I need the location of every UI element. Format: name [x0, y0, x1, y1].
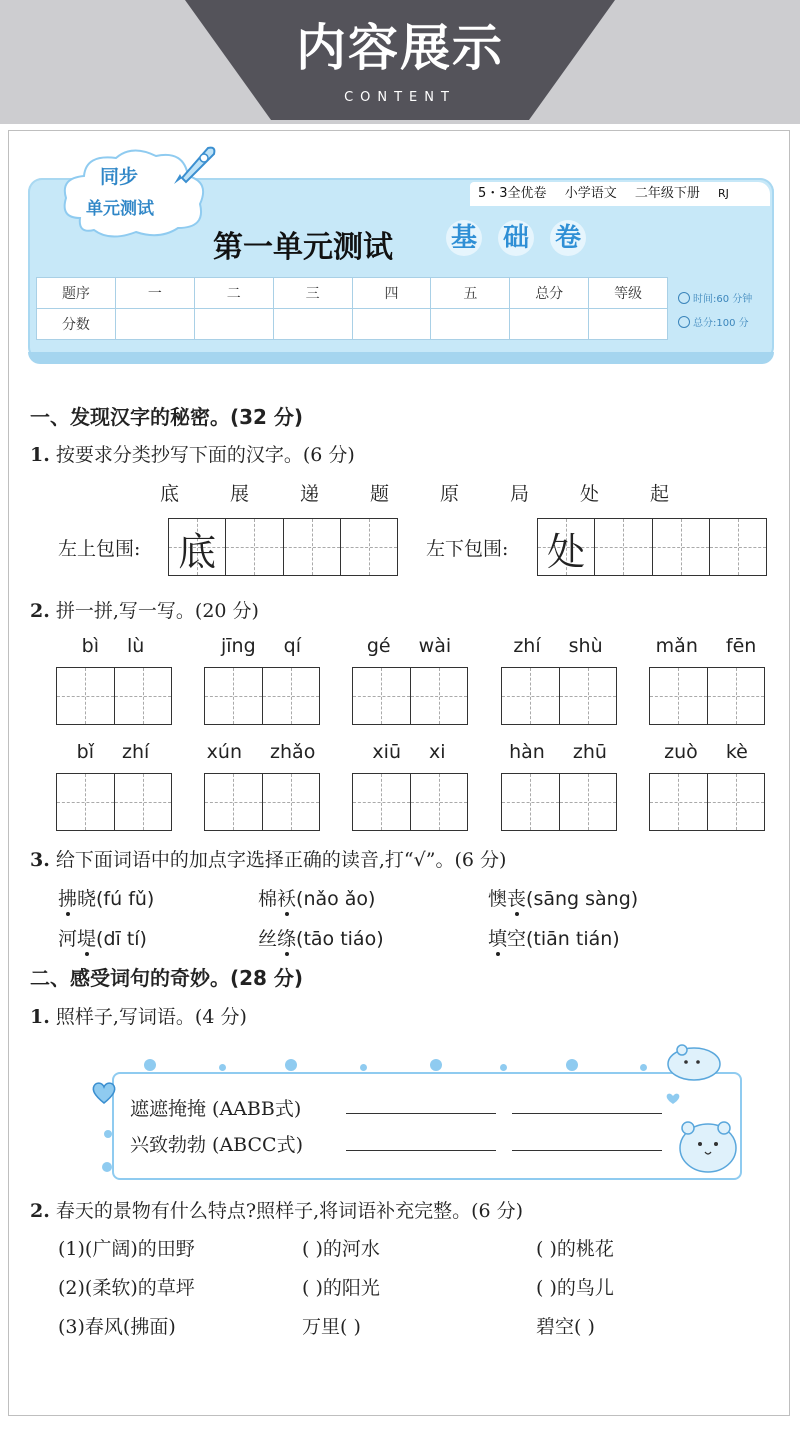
- example-char: 底: [178, 530, 217, 574]
- score-col-4: 四: [352, 278, 431, 309]
- unit-title: 第一单元测试: [213, 230, 393, 265]
- q1-3: [30, 845, 506, 872]
- answer-line[interactable]: [346, 1150, 496, 1151]
- decor-dot: [360, 1064, 367, 1071]
- q1-1: [30, 440, 355, 467]
- series-name: 5・3全优卷: [478, 186, 547, 201]
- score-cell[interactable]: [352, 309, 431, 340]
- decor-dot: [566, 1059, 578, 1071]
- char-item: 递: [300, 483, 320, 505]
- q1-2: [30, 596, 259, 623]
- badge-char-2: 础: [498, 220, 534, 256]
- score-col-5: 五: [431, 278, 510, 309]
- badge-char-3: 卷: [550, 220, 586, 256]
- clock-icon: [678, 292, 690, 304]
- char-item: 起: [650, 483, 670, 505]
- writing-grid[interactable]: [56, 667, 172, 725]
- pinyin-label: zuò kè: [664, 741, 748, 763]
- q-text: 给下面词语中的加点字选择正确的读音,打“√”。(6 分): [55, 849, 507, 871]
- pinyin-label: jīng qí: [220, 635, 302, 657]
- score-header-row: [37, 278, 668, 309]
- phrase-blank[interactable]: ( )的鸟儿: [536, 1277, 614, 1299]
- score-col-total: 总分: [510, 278, 589, 309]
- q-number: 2.: [30, 600, 50, 622]
- right-enclosure-label: 左下包围:: [426, 538, 509, 560]
- phrase-blank[interactable]: ( )的阳光: [302, 1277, 380, 1299]
- example-abcc: 兴致勃勃 (ABCC式): [130, 1134, 303, 1156]
- pinyin-label: mǎn fēn: [655, 635, 757, 657]
- q2-1: [30, 1002, 247, 1029]
- phrase-example: (1)(广阔)的田野: [58, 1238, 195, 1260]
- writing-grid[interactable]: [204, 667, 320, 725]
- score-cell[interactable]: [431, 309, 510, 340]
- dotted-char: 填: [488, 928, 508, 950]
- score-value-row: [37, 309, 668, 340]
- phrase-example: (2)(柔软)的草坪: [58, 1277, 195, 1299]
- hamster-icon: [662, 1036, 724, 1082]
- q2-2: [30, 1196, 523, 1223]
- dotted-char: 绦: [277, 928, 297, 950]
- pinyin-label: bǐ zhí: [76, 741, 150, 763]
- writing-grid[interactable]: [649, 667, 765, 725]
- total-score-text: 总分:100 分: [693, 318, 749, 329]
- left-enclosure-writing-grid[interactable]: [168, 518, 398, 576]
- reading-choice[interactable]: 河堤(dī tí): [58, 928, 147, 950]
- edition: RJ: [718, 187, 729, 200]
- pinyin-label: gé wài: [366, 635, 452, 657]
- q-number: 1.: [30, 444, 50, 466]
- phrase-example: (3)春风(拂面): [58, 1316, 176, 1338]
- q-text: 拼一拼,写一写。(20 分): [55, 600, 259, 622]
- phrase-blank[interactable]: ( )的河水: [302, 1238, 380, 1260]
- score-col-label: 题序: [37, 278, 116, 309]
- decor-dot: [219, 1064, 226, 1071]
- right-enclosure-writing-grid[interactable]: [537, 518, 767, 576]
- phrase-blank[interactable]: ( )的桃花: [536, 1238, 614, 1260]
- char-list: [160, 479, 690, 506]
- decor-dot: [640, 1064, 647, 1071]
- example-aabb: 遮遮掩掩 (AABB式): [130, 1098, 302, 1120]
- banner-title: 内容展示: [296, 19, 504, 77]
- writing-grid[interactable]: [204, 773, 320, 831]
- answer-line[interactable]: [512, 1150, 662, 1151]
- score-col-2: 二: [194, 278, 273, 309]
- hamster-icon: [672, 1108, 744, 1174]
- q-text: 照样子,写词语。(4 分): [55, 1006, 247, 1028]
- answer-line[interactable]: [512, 1113, 662, 1114]
- q-text: 按要求分类抄写下面的汉字。(6 分): [55, 444, 355, 466]
- pinyin-label: xiū xi: [372, 741, 446, 763]
- pinyin-label: xún zhǎo: [206, 741, 316, 763]
- time-limit: [678, 290, 752, 305]
- char-item: 展: [230, 483, 250, 505]
- example-char: 处: [547, 530, 586, 574]
- total-score: [678, 314, 749, 329]
- q-number: 2.: [30, 1200, 50, 1222]
- char-item: 原: [440, 483, 460, 505]
- char-item: 题: [370, 483, 390, 505]
- pinyin-label: hàn zhū: [509, 741, 607, 763]
- writing-grid[interactable]: [649, 773, 765, 831]
- pinyin-label: bì lù: [81, 635, 145, 657]
- decor-dot: [285, 1059, 297, 1071]
- rocket-icon: [168, 140, 220, 192]
- answer-line[interactable]: [346, 1113, 496, 1114]
- score-col-grade: 等级: [589, 278, 668, 309]
- decor-dot: [144, 1059, 156, 1071]
- example-box: [112, 1072, 742, 1180]
- writing-grid[interactable]: [501, 667, 617, 725]
- left-enclosure-label: 左上包围:: [58, 538, 141, 560]
- reading-choice[interactable]: 填空(tiān tián): [488, 928, 620, 950]
- dotted-char: 丧: [507, 888, 527, 910]
- decor-dot: [500, 1064, 507, 1071]
- check-icon: [678, 316, 690, 328]
- q-text: 春天的景物有什么特点?照样子,将词语补充完整。(6 分): [55, 1200, 524, 1222]
- q-number: 3.: [30, 849, 50, 871]
- score-cell[interactable]: [194, 309, 273, 340]
- subject: 小学语文: [564, 186, 617, 201]
- writing-grid[interactable]: [352, 773, 468, 831]
- reading-choice[interactable]: 懊丧(sāng sàng): [488, 888, 639, 910]
- pinyin-label: zhí shù: [513, 635, 603, 657]
- section1-heading: 一、发现汉字的秘密。(32 分): [30, 405, 304, 429]
- score-col-1: 一: [115, 278, 194, 309]
- phrase-blank[interactable]: 万里( ): [302, 1316, 361, 1338]
- score-cell[interactable]: [589, 309, 668, 340]
- banner-subtitle: CONTENT: [344, 90, 456, 105]
- badge-char-1: 基: [446, 220, 482, 256]
- score-table: [36, 277, 668, 340]
- writing-grid[interactable]: [56, 773, 172, 831]
- writing-grid[interactable]: [501, 773, 617, 831]
- grade: 二年级下册: [634, 186, 700, 201]
- char-item: 底: [160, 483, 180, 505]
- reading-choice[interactable]: 拂晓(fú fǔ): [58, 888, 155, 910]
- cloud-label-unit-test: 单元测试: [86, 199, 154, 219]
- char-item: 处: [580, 483, 600, 505]
- decor-dot: [104, 1130, 112, 1138]
- card-shadow: [28, 352, 774, 364]
- writing-grid[interactable]: [352, 667, 468, 725]
- score-col-3: 三: [273, 278, 352, 309]
- series-info: [478, 182, 743, 201]
- heart-icon: [90, 1078, 118, 1106]
- char-item: 局: [510, 483, 530, 505]
- dotted-char: 拂: [58, 888, 78, 910]
- time-limit-text: 时间:60 分钟: [693, 294, 753, 305]
- score-cell[interactable]: [510, 309, 589, 340]
- score-cell[interactable]: [273, 309, 352, 340]
- reading-choice[interactable]: 棉袄(nǎo ǎo): [258, 888, 376, 910]
- q-number: 1.: [30, 1006, 50, 1028]
- score-row-label: 分数: [37, 309, 116, 340]
- dotted-char: 堤: [77, 928, 97, 950]
- cloud-label-sync: 同步: [100, 166, 139, 188]
- dotted-char: 袄: [277, 888, 297, 910]
- decor-dot: [430, 1059, 442, 1071]
- score-cell[interactable]: [115, 309, 194, 340]
- phrase-blank[interactable]: 碧空( ): [536, 1316, 595, 1338]
- small-heart-icon: [665, 1090, 681, 1106]
- section2-heading: 二、感受词句的奇妙。(28 分): [30, 966, 304, 990]
- decor-dot: [102, 1162, 112, 1172]
- reading-choice[interactable]: 丝绦(tāo tiáo): [258, 928, 384, 950]
